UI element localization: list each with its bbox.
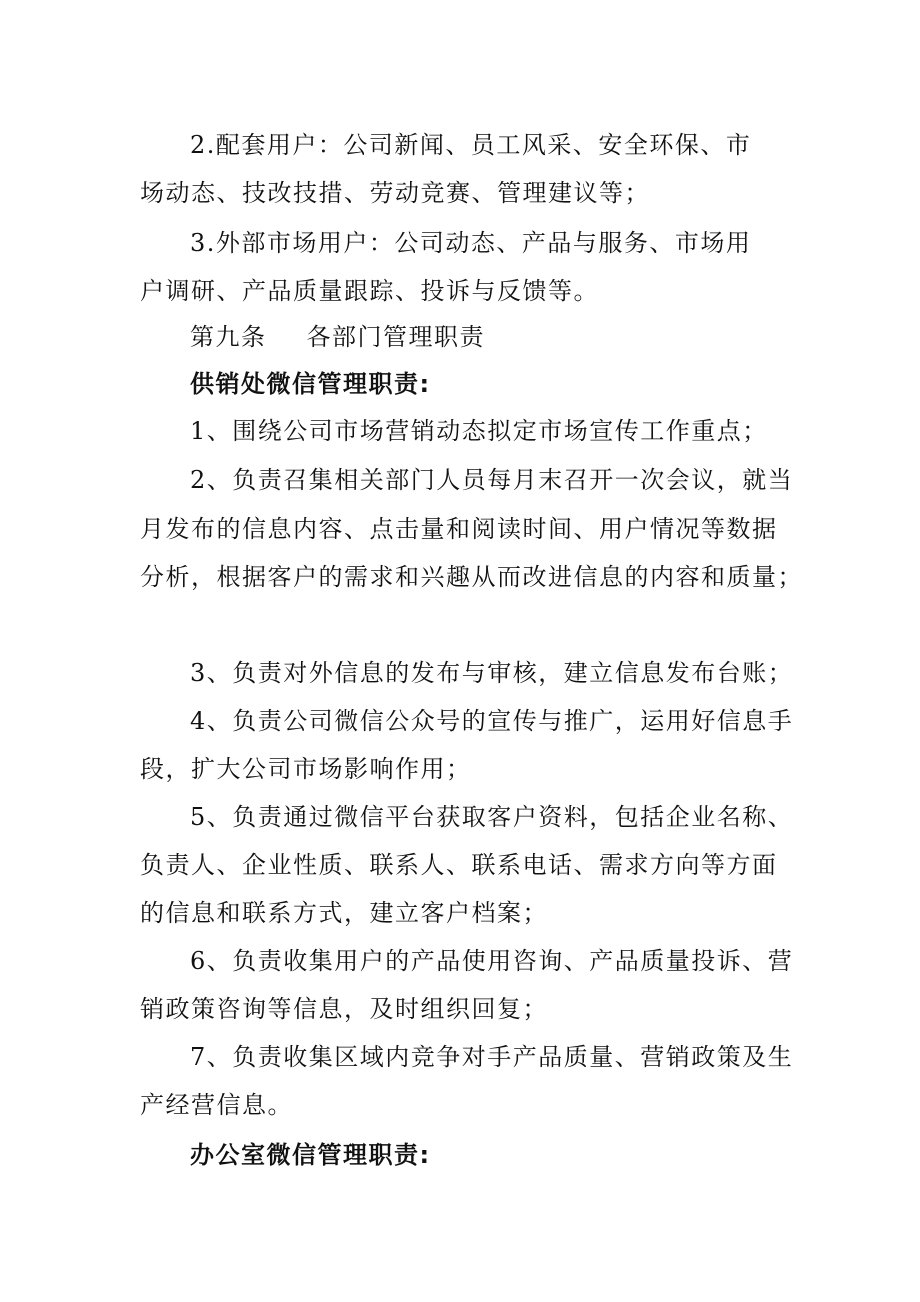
duty-item-6-line-1: 6、负责收集用户的产品使用咨询、产品质量投诉、营 [190,947,794,975]
user-type-3-line-2: 户调研、产品质量跟踪、投诉与反馈等。 [140,277,599,305]
duty-item-5-line-1: 5、负责通过微信平台获取客户资料，包括企业名称、 [190,803,794,831]
user-type-2-line-2: 场动态、技改技措、劳动竞赛、管理建议等； [140,179,650,207]
duty-item-2-line-2: 月发布的信息内容、点击量和阅读时间、用户情况等数据 [140,515,778,543]
duty-item-7-line-1: 7、负责收集区域内竞争对手产品质量、营销政策及生 [190,1043,794,1071]
user-type-2-line-1: 2.配套用户：公司新闻、员工风采、安全环保、市 [190,131,752,159]
article-heading [190,322,485,352]
duty-item-2-line-3: 分析，根据客户的需求和兴趣从而改进信息的内容和质量； [140,563,803,591]
duty-item-5-line-3: 的信息和联系方式，建立客户档案； [140,899,548,927]
duty-item-5-line-2: 负责人、企业性质、联系人、联系电话、需求方向等方面 [140,851,778,879]
duty-item-6-line-2: 销政策咨询等信息，及时组织回复； [140,995,548,1023]
section-heading-office: 办公室微信管理职责: [190,1141,431,1169]
article-title: 各部门管理职责 [306,323,485,351]
duty-item-4-line-2: 段，扩大公司市场影响作用； [140,755,472,783]
duty-item-4-line-1: 4、负责公司微信公众号的宣传与推广，运用好信息手 [190,707,794,735]
duty-item-2-line-1: 2、负责召集相关部门人员每月末召开一次会议，就当 [190,466,794,494]
user-type-3-line-1: 3.外部市场用户：公司动态、产品与服务、市场用 [190,229,752,257]
duty-item-1: 1、围绕公司市场营销动态拟定市场宣传工作重点； [190,417,768,445]
duty-item-3: 3、负责对外信息的发布与审核，建立信息发布台账； [190,659,794,687]
duty-item-7-line-2: 产经营信息。 [140,1091,293,1119]
article-number: 第九条 [190,323,267,351]
section-heading-supply-sales: 供销处微信管理职责: [190,370,431,398]
